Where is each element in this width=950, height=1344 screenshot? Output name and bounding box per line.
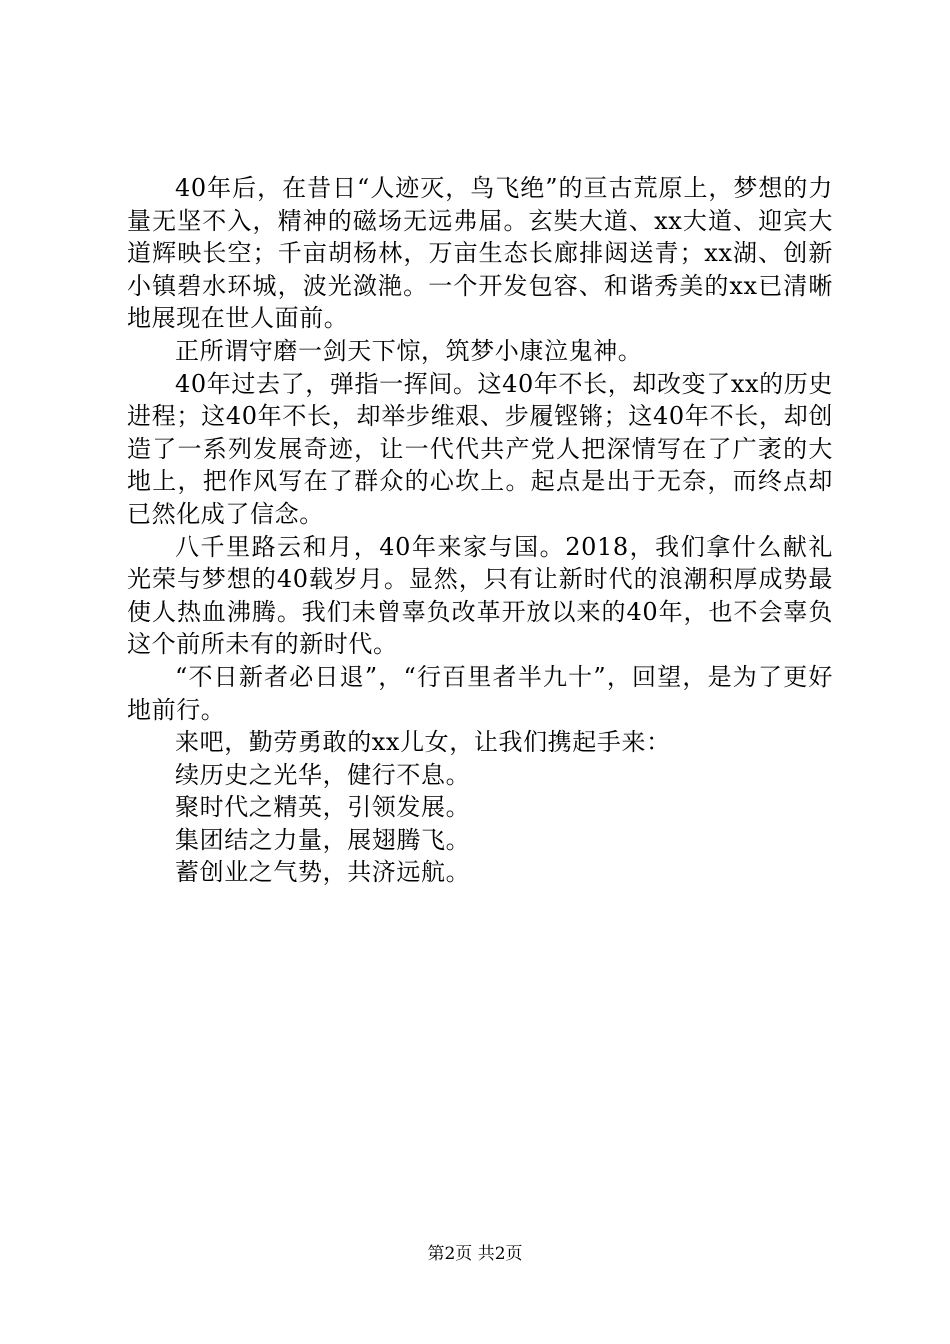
paragraph: 聚时代之精英，引领发展。 [175,793,471,822]
paragraph: 40年过去了，弹指一挥间。这40年不长，却改变了xx的历史进程；这40年不长，却举步维艰、步履铿锵；这40年不长，却创造了一系列发展奇迹，让一代代共产党人把深情写在了广袤的大地上，把作风写在了群众的心坎上。起点是出于无奈，而终点却已然化成了信念。 [127,369,833,528]
paragraph: 续历史之光华，健行不息。 [175,760,471,789]
page-number-footer: 第2页 共2页 [427,1244,523,1264]
paragraph: 集团结之力量，展翅腾飞。 [175,825,471,854]
paragraph: “不日新者必日退”，“行百里者半九十”，回望，是为了更好地前行。 [127,662,833,724]
paragraph: 蓄创业之气势，共济远航。 [175,858,471,887]
paragraph: 八千里路云和月，40年来家与国。2018，我们拿什么献礼光荣与梦想的40载岁月。显然，只有让新时代的浪潮积厚成势最使人热血沸腾。我们未曾辜负改革开放以来的40年，也不会辜负这个前所未有的新时代。 [127,532,833,659]
paragraph: 正所谓守磨一剑天下惊，筑梦小康泣鬼神。 [175,336,643,365]
paragraph: 来吧，勤劳勇敢的xx儿女，让我们携起手来： [175,728,671,757]
paragraph: 40年后，在昔日“人迹灭，鸟飞绝”的亘古荒原上，梦想的力量无坚不入，精神的磁场无远弗届。玄奘大道、xx大道、迎宾大道辉映长空；千亩胡杨林，万亩生态长廊排闼送青；xx湖、创新小镇碧水环城，波光潋滟。一个开发包容、和谐秀美的xx已清晰地展现在世人面前。 [127,174,833,333]
document-body [127,172,833,889]
